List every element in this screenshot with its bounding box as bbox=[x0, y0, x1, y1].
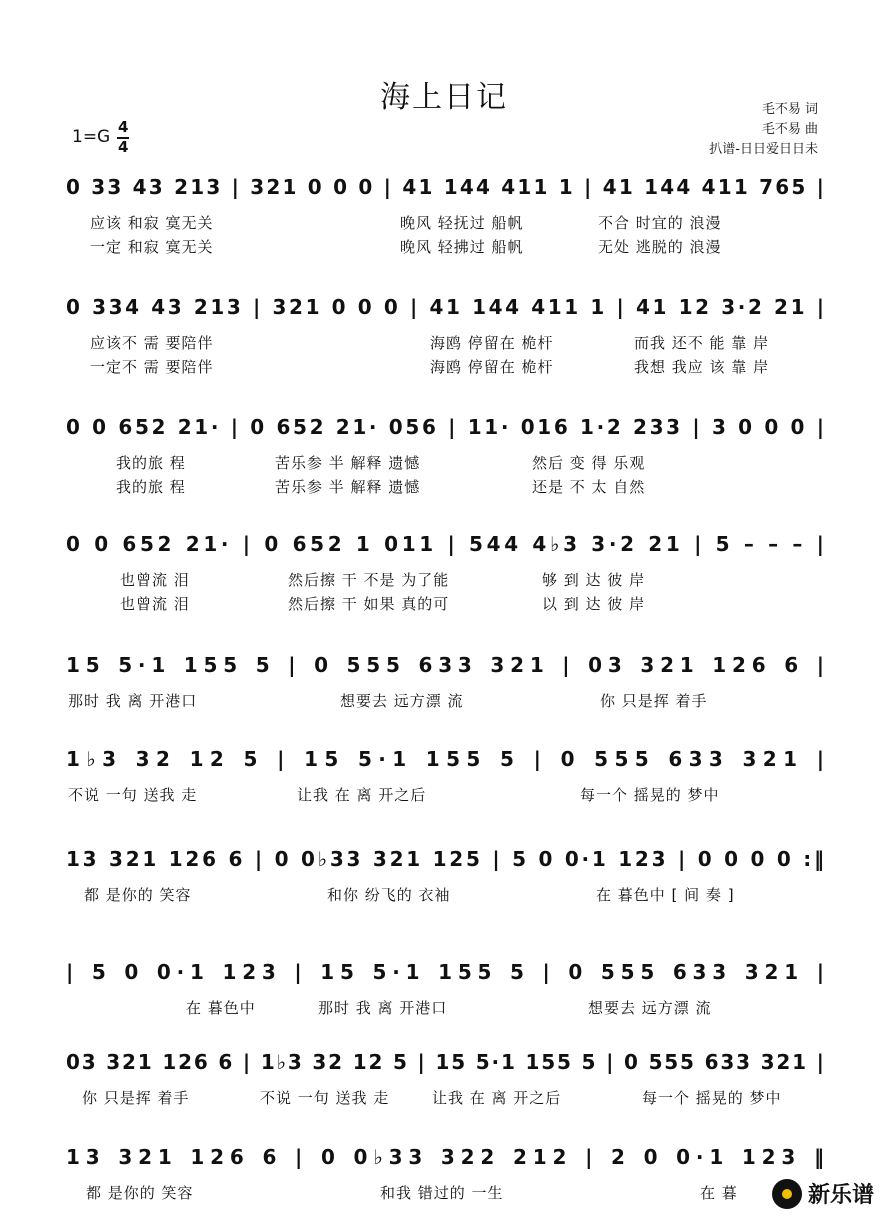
lyric-segment: 应该 和寂 寞无关 bbox=[90, 214, 214, 232]
lyric-segment: 苦乐参 半 解释 遗憾 bbox=[275, 454, 421, 472]
lyric-segment: 每一个 摇晃的 梦中 bbox=[642, 1089, 782, 1107]
lyric-segment: 以 到 达 彼 岸 bbox=[542, 595, 646, 613]
lyric-segment: 也曾流 泪 bbox=[120, 571, 190, 589]
lyric-segment: 海鸥 停留在 桅杆 bbox=[430, 334, 554, 352]
notation-text: 15 5·1 155 5 | 0 555 633 321 | 03 321 126 6 | bbox=[66, 653, 825, 677]
lyric-segment: 然后 变 得 乐观 bbox=[532, 454, 646, 472]
lyric-segment: 不合 时宜的 浪漫 bbox=[598, 214, 722, 232]
lyric-segment: 晚风 轻抚过 船帆 bbox=[400, 214, 524, 232]
lyric-segment: 还是 不 太 自然 bbox=[532, 478, 646, 496]
lyric-segment: 让我 在 离 开之后 bbox=[297, 786, 427, 804]
lyric-segment: 我的旅 程 bbox=[116, 454, 186, 472]
notation-text: 03 321 126 6 | 1♭3 32 12 5 | 15 5·1 155 5 | 0 555 633 321 | bbox=[66, 1050, 824, 1074]
lyric-segment: 我想 我应 该 靠 岸 bbox=[634, 358, 770, 376]
notation-line bbox=[0, 290, 888, 324]
notation-line bbox=[0, 742, 888, 776]
lyric-segment: 每一个 摇晃的 梦中 bbox=[580, 786, 720, 804]
lyric-segment: 海鸥 停留在 桅杆 bbox=[430, 358, 554, 376]
notation-text: 0 33 43 213 | 321 0 0 0 | 41 144 411 1 | 41 144 411 765 | bbox=[66, 175, 824, 199]
notation-text: | 5 0 0·1 123 | 15 5·1 155 5 | 0 555 633 321 | bbox=[66, 960, 825, 984]
lyric-segment: 苦乐参 半 解释 遗憾 bbox=[275, 478, 421, 496]
lyric-segment: 在 暮 bbox=[700, 1184, 738, 1202]
lyric-segment: 都 是你的 笑容 bbox=[86, 1184, 194, 1202]
song-title: 海上日记 bbox=[380, 80, 508, 115]
lyric-segment: 而我 还不 能 靠 岸 bbox=[634, 334, 770, 352]
lyric-segment: 一定不 需 要陪伴 bbox=[90, 358, 214, 376]
lyric-segment: 那时 我 离 开港口 bbox=[68, 692, 198, 710]
lyric-segment: 你 只是挥 着手 bbox=[82, 1089, 190, 1107]
key-signature: 1=G bbox=[72, 127, 111, 147]
watermark-text: 新乐谱 bbox=[807, 1183, 874, 1208]
lyric-segment: 在 暮色中 bbox=[186, 999, 256, 1017]
record-disc-icon bbox=[772, 1179, 802, 1209]
notation-text: 0 0 652 21· | 0 652 1 011 | 544 4♭3 3·2 21 | 5 – – – | bbox=[66, 532, 824, 556]
lyric-segment: 晚风 轻拂过 船帆 bbox=[400, 238, 524, 256]
lyric-segment: 让我 在 离 开之后 bbox=[432, 1089, 562, 1107]
lyric-segment: 一定 和寂 寞无关 bbox=[90, 238, 214, 256]
notation-text: 1♭3 32 12 5 | 15 5·1 155 5 | 0 555 633 321 | bbox=[66, 747, 825, 771]
notation-text: 13 321 126 6 | 0 0♭33 322 212 | 2 0 0·1 123 ‖ bbox=[66, 1145, 824, 1169]
notation-line bbox=[0, 1140, 888, 1174]
notation-line bbox=[0, 1045, 888, 1079]
lyric-segment: 想要去 远方漂 流 bbox=[588, 999, 712, 1017]
notation-line bbox=[0, 648, 888, 682]
lyric-segment: 和你 纷飞的 衣袖 bbox=[327, 886, 451, 904]
lyric-segment: 你 只是挥 着手 bbox=[600, 692, 708, 710]
notation-line bbox=[0, 170, 888, 204]
lyric-segment: 然后擦 干 如果 真的可 bbox=[288, 595, 450, 613]
time-signature-bottom: 4 bbox=[118, 138, 129, 156]
notation-line bbox=[0, 527, 888, 561]
lyric-segment: 想要去 远方漂 流 bbox=[340, 692, 464, 710]
lyric-segment: 我的旅 程 bbox=[116, 478, 186, 496]
lyric-segment: 也曾流 泪 bbox=[120, 595, 190, 613]
lyric-segment: 那时 我 离 开港口 bbox=[318, 999, 448, 1017]
lyric-segment: 够 到 达 彼 岸 bbox=[542, 571, 646, 589]
lyric-segment: 在 暮色中 [ 间 奏 ] bbox=[596, 886, 735, 904]
lyric-segment: 不说 一句 送我 走 bbox=[260, 1089, 390, 1107]
lyric-segment: 无处 逃脱的 浪漫 bbox=[598, 238, 722, 256]
transcriber-credit: 扒谱-日日爱日日未 bbox=[709, 142, 818, 157]
lyric-segment: 都 是你的 笑容 bbox=[84, 886, 192, 904]
composer-credit: 毛不易 曲 bbox=[761, 122, 818, 137]
notation-text: 0 0 652 21· | 0 652 21· 056 | 11· 016 1·2 233 | 3 0 0 0 | bbox=[66, 415, 825, 439]
notation-line bbox=[0, 955, 888, 989]
notation-text: 0 334 43 213 | 321 0 0 0 | 41 144 411 1 | 41 12 3·2 21 | bbox=[66, 295, 825, 319]
lyric-segment: 不说 一句 送我 走 bbox=[68, 786, 198, 804]
notation-line bbox=[0, 410, 888, 444]
lyric-segment: 应该不 需 要陪伴 bbox=[90, 334, 214, 352]
lyricist-credit: 毛不易 词 bbox=[761, 102, 818, 117]
lyric-segment: 和我 错过的 一生 bbox=[380, 1184, 504, 1202]
watermark-logo bbox=[772, 1178, 874, 1209]
notation-text: 13 321 126 6 | 0 0♭33 321 125 | 5 0 0·1 123 | 0 0 0 0 :‖ bbox=[66, 847, 824, 871]
time-signature-top: 4 bbox=[118, 118, 129, 136]
notation-line bbox=[0, 842, 888, 876]
lyric-segment: 然后擦 干 不是 为了能 bbox=[288, 571, 450, 589]
